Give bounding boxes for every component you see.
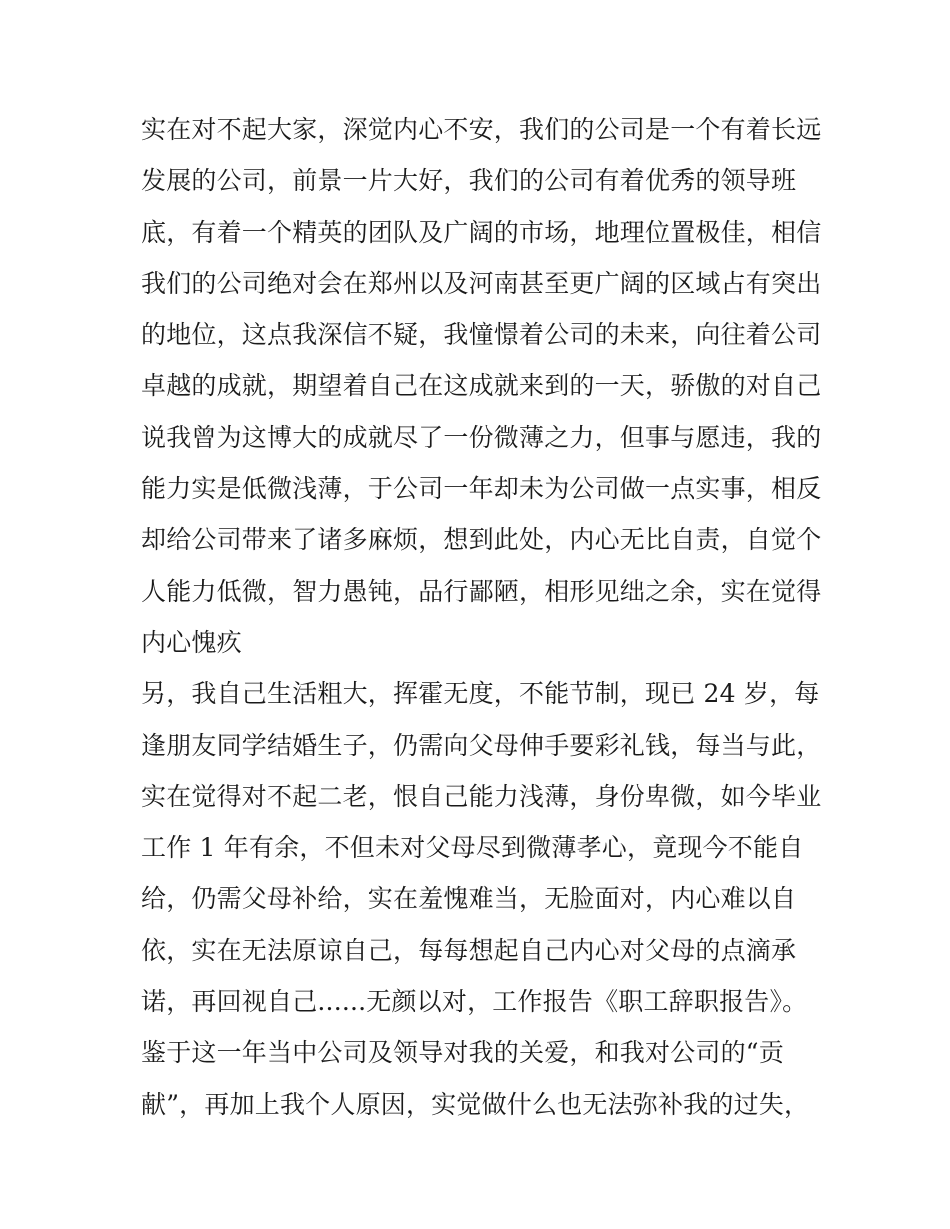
text-line: 能力实是低微浅薄，于公司一年却未为公司做一点实事，相反 xyxy=(141,474,822,504)
text-line: 我们的公司绝对会在郑州以及河南甚至更广阔的区域占有突出 xyxy=(141,268,822,298)
text-line: 卓越的成就，期望着自己在这成就来到的一天，骄傲的对自己 xyxy=(141,371,822,401)
text-line: 发展的公司，前景一片大好，我们的公司有着优秀的领导班 xyxy=(141,166,797,196)
text-line: 说我曾为这博大的成就尽了一份微薄之力，但事与愿违，我的 xyxy=(141,422,822,452)
text-line: 的地位，这点我深信不疑，我憧憬着公司的未来，向往着公司 xyxy=(141,320,822,350)
text-line: 依，实在无法原谅自己，每每想起自己内心对父母的点滴承 xyxy=(141,935,797,965)
text-line: 底，有着一个精英的团队及广阔的市场，地理位置极佳，相信 xyxy=(141,217,822,247)
text-line: 工作 1 年有余，不但未对父母尽到微薄孝心，竟现今不能自 xyxy=(141,833,804,863)
document-body-text xyxy=(141,104,821,1130)
text-line: 实在对不起大家，深觉内心不安，我们的公司是一个有着长远 xyxy=(141,115,822,144)
text-line: 给，仍需父母补给，实在羞愧难当，无脸面对，内心难以自 xyxy=(141,884,797,914)
text-line: 却给公司带来了诸多麻烦，想到此处，内心无比自责，自觉个 xyxy=(141,525,822,555)
text-line: 鉴于这一年当中公司及领导对我的关爱，和我对公司的“贡 xyxy=(141,1038,784,1068)
text-line: 实在觉得对不起二老，恨自己能力浅薄，身份卑微，如今毕业 xyxy=(141,781,822,811)
text-line: 逢朋友同学结婚生子，仍需向父母伸手要彩礼钱，每当与此， xyxy=(141,730,822,760)
text-line: 诺，再回视自己......无颜以对，工作报告《职工辞职报告》。 xyxy=(141,987,808,1017)
text-line: 献”，再加上我个人原因，实觉做什么也无法弥补我的过失， xyxy=(141,1089,810,1119)
text-line: 另，我自己生活粗大，挥霍无度，不能节制，现已 24 岁，每 xyxy=(141,679,820,709)
text-line: 内心愧疚 xyxy=(141,627,242,657)
text-line: 人能力低微，智力愚钝，品行鄙陋，相形见绌之余，实在觉得 xyxy=(141,576,822,606)
